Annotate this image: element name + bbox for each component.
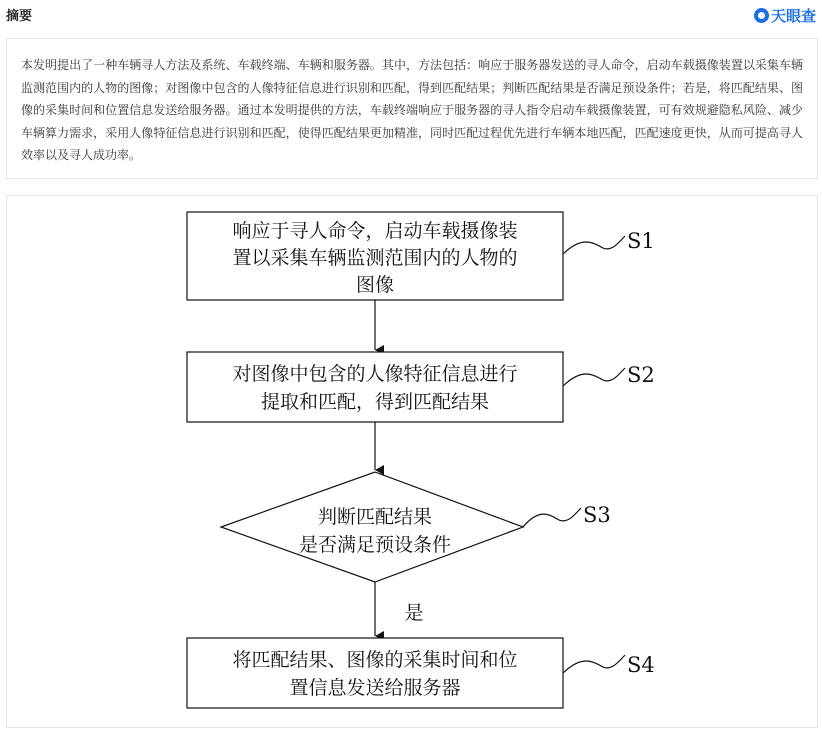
step-s2: [187, 352, 655, 422]
logo-eye-icon: [754, 8, 769, 23]
step-s3-label: S3: [583, 503, 611, 527]
section-title: 摘要: [6, 9, 33, 24]
step-s4-line-2: 置信息发送给服务器: [289, 677, 461, 699]
step-s2-leader: [563, 368, 625, 386]
step-s1: [187, 212, 655, 300]
figure-panel: [6, 195, 818, 728]
step-s3-leader: [523, 508, 581, 527]
abstract-panel: [6, 38, 818, 179]
header: [0, 0, 822, 30]
flowchart: [7, 196, 819, 729]
step-s1-line-1: 响应于寻人命令，启动车载摄像装: [232, 220, 518, 242]
step-s1-label: S1: [627, 229, 655, 253]
step-s1-line-2: 置以采集车辆监测范围内的人物的: [232, 247, 518, 269]
logo-text: 天眼查: [770, 6, 816, 25]
step-s1-leader: [563, 236, 625, 254]
tianyancha-logo[interactable]: [754, 4, 816, 26]
step-s1-line-3: 图像: [355, 274, 395, 296]
step-s3-line-2: 是否满足预设条件: [298, 534, 452, 556]
step-s2-line-1: 对图像中包含的人像特征信息进行: [232, 363, 518, 385]
abstract-text: 本发明提出了一种车辆寻人方法及系统、车载终端、车辆和服务器。其中，方法包括：响应于服务器发送的寻人命令，启动车载摄像装置以采集车辆监测范围内的人物的图像；对图像中包含的人像特征信息进行识别和匹配，得到匹配结果；判断匹配结果是否满足预设条件；若是，将匹配结果、图像的采集时间和位置信息发送给服务器。通过本发明提供的方法，车载终端响应于服务器的寻人指令启动车载摄像装置，可有效规避隐私风险、减少车辆算力需求，采用人像特征信息进行识别和匹配，使得匹配结果更加精准，同时匹配过程优先进行车辆本地匹配，匹配速度更快，从而可提高寻人效率以及寻人成功率。: [21, 58, 803, 162]
step-s3: [221, 472, 611, 582]
yes-label: 是: [404, 602, 424, 624]
step-s4-label: S4: [627, 653, 655, 677]
step-s3-line-1: 判断匹配结果: [317, 506, 433, 528]
step-s4: [187, 638, 655, 708]
step-s2-label: S2: [627, 363, 655, 387]
step-s4-leader: [563, 655, 625, 673]
step-s2-line-2: 提取和匹配，得到匹配结果: [260, 391, 490, 413]
step-s4-line-1: 将匹配结果、图像的采集时间和位: [232, 649, 518, 671]
